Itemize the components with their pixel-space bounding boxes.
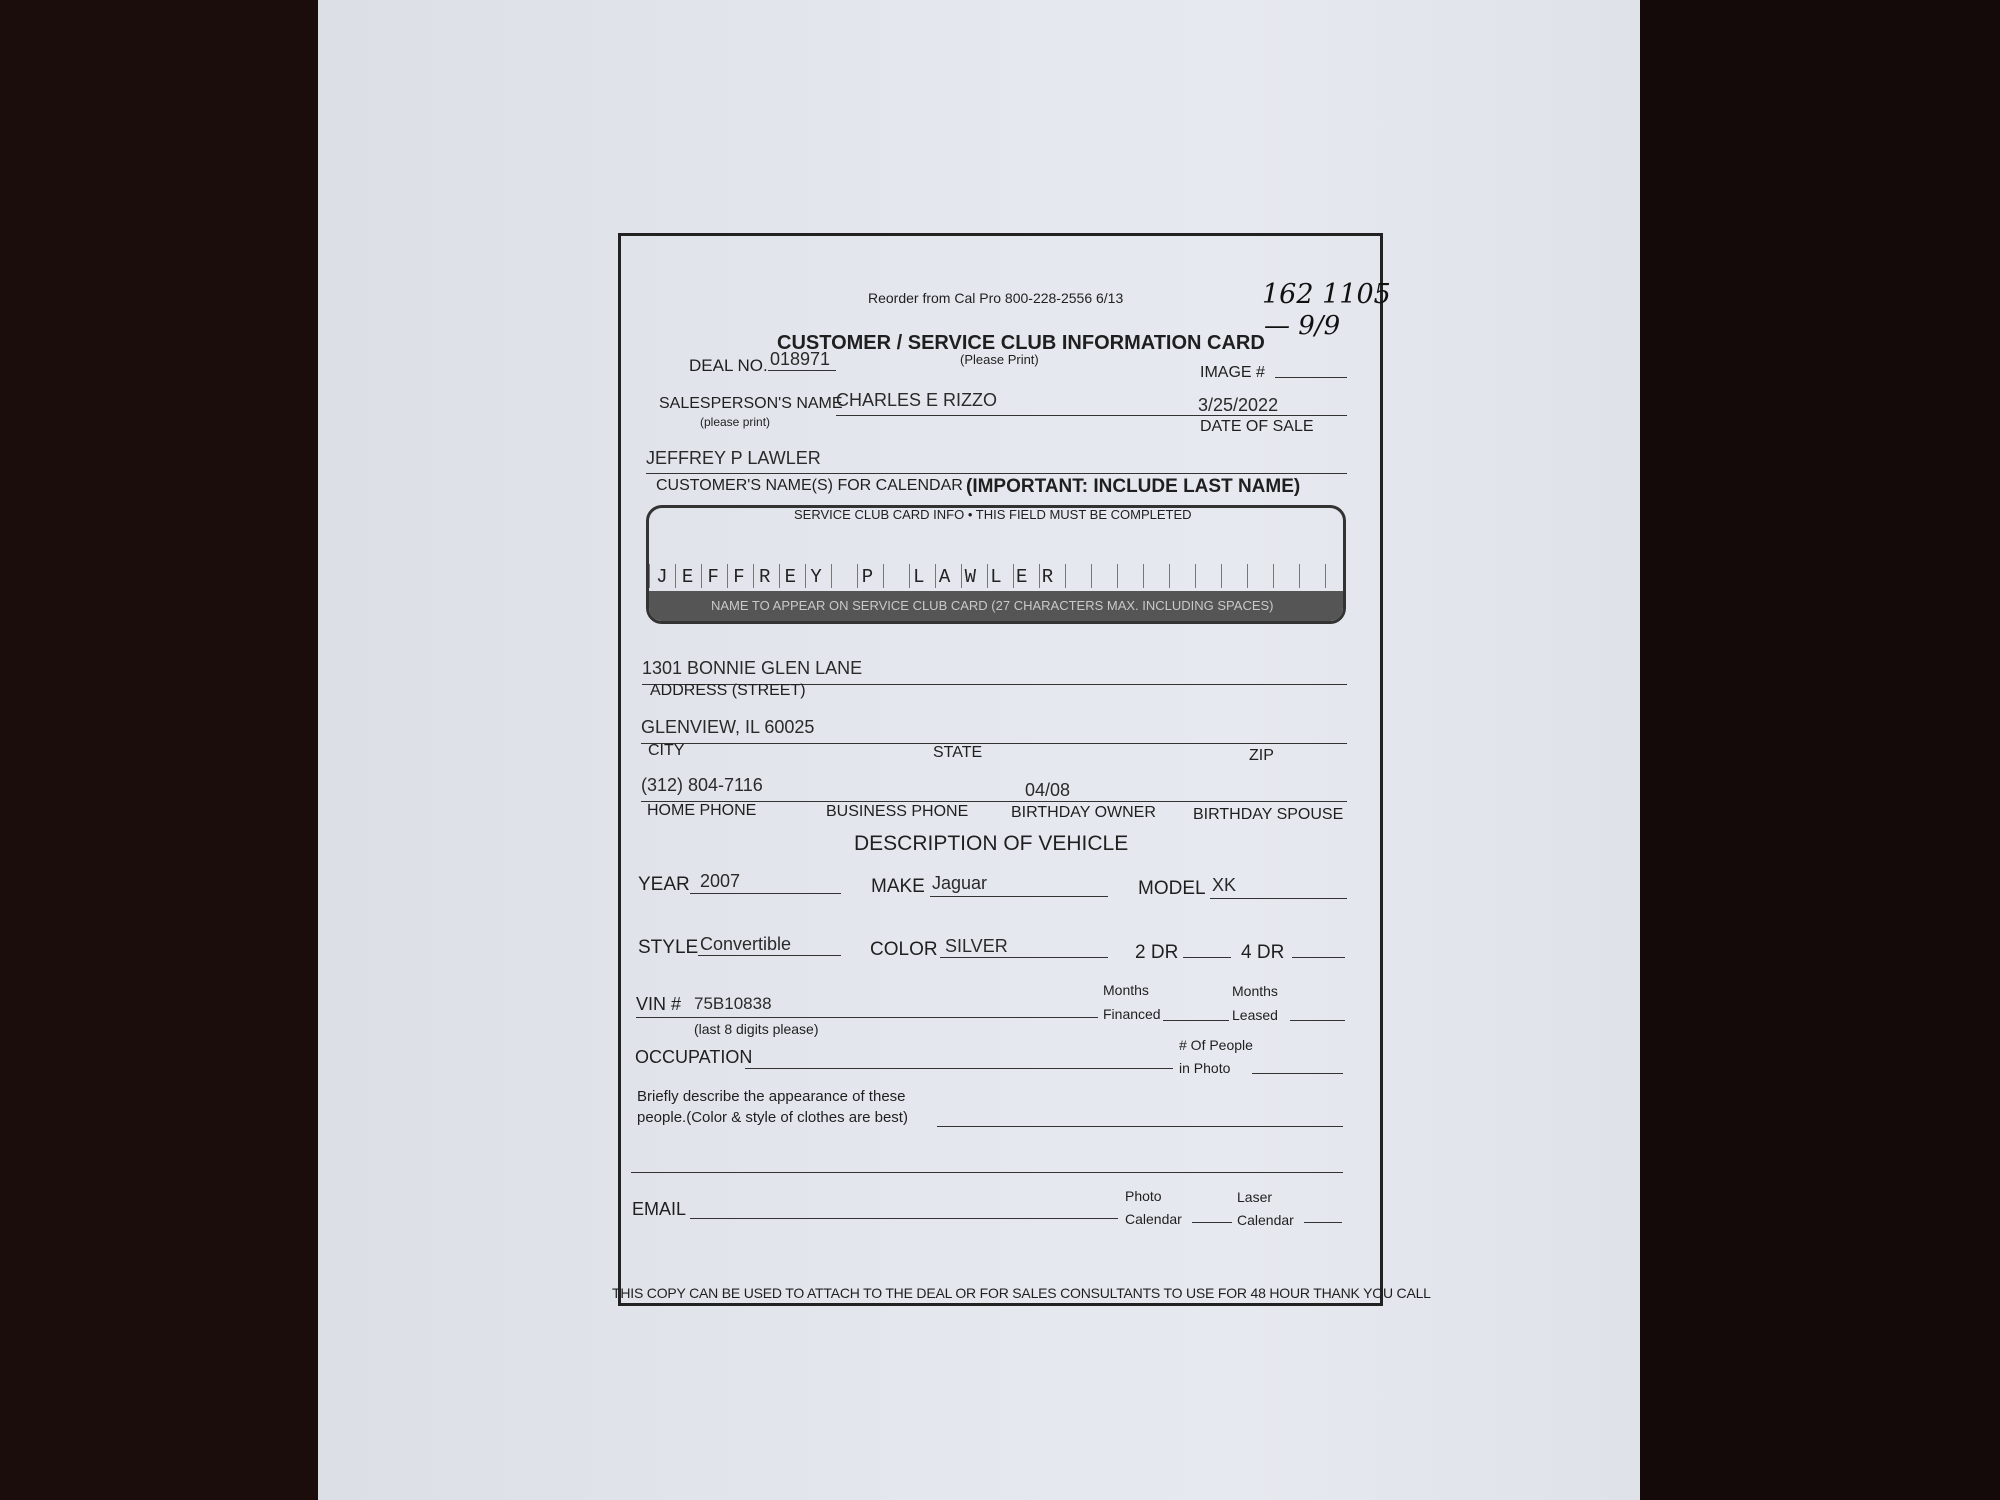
service-card-letter-divider	[779, 564, 780, 588]
year-label: YEAR	[638, 874, 690, 895]
service-card-letter	[1266, 566, 1292, 588]
deal-no-value: 018971	[770, 349, 831, 369]
business-phone-label: BUSINESS PHONE	[826, 803, 969, 820]
service-card-letter	[1240, 566, 1266, 588]
vin-note: (last 8 digits please)	[694, 1021, 819, 1037]
address-label: ADDRESS (STREET)	[650, 682, 806, 699]
vin-line	[636, 1017, 1098, 1018]
service-card-letter-divider	[1221, 564, 1222, 588]
image-number-label: IMAGE #	[1200, 364, 1265, 381]
financed-line	[1163, 1020, 1229, 1021]
color-line	[940, 957, 1108, 958]
service-card-letter	[1189, 566, 1215, 588]
model-line	[1210, 898, 1347, 899]
reorder-text: Reorder from Cal Pro 800-228-2556 6/13	[868, 290, 1124, 306]
home-phone-value: (312) 804-7116	[641, 775, 763, 795]
style-value: Convertible	[700, 934, 792, 954]
deal-no-label: DEAL NO.	[689, 356, 768, 375]
service-card-letter: J	[656, 566, 668, 588]
customer-name-label: CUSTOMER'S NAME(S) FOR CALENDAR	[656, 477, 963, 494]
service-card-letter: R	[758, 566, 771, 588]
service-card-letter	[1292, 566, 1318, 588]
service-card-letter-divider	[649, 564, 650, 588]
image-number-line	[1275, 377, 1347, 378]
service-card-letter: W	[964, 566, 976, 588]
service-card-letter-divider	[909, 564, 910, 588]
state-label: STATE	[933, 744, 983, 761]
date-of-sale-label: DATE OF SALE	[1200, 418, 1314, 435]
service-card-letter	[1163, 566, 1189, 588]
email-line	[690, 1218, 1118, 1219]
months-financed-label-1: Months	[1103, 982, 1149, 998]
service-card-letter: F	[733, 566, 745, 588]
email-label: EMAIL	[632, 1199, 687, 1219]
color-label: COLOR	[870, 939, 938, 960]
style-label: STYLE	[638, 937, 699, 958]
describe-label-2: people.(Color & style of clothes are best)	[637, 1109, 908, 1126]
home-phone-label: HOME PHONE	[647, 802, 757, 819]
handwritten-date: — 9/9	[1264, 311, 1341, 341]
vehicle-heading: DESCRIPTION OF VEHICLE	[854, 832, 1129, 855]
service-card-letter-divider	[727, 564, 728, 588]
service-card-footer-text: NAME TO APPEAR ON SERVICE CLUB CARD (27 CHARACTERS MAX. INCLUDING SPACES)	[711, 598, 1274, 613]
service-card-letter-divider	[701, 564, 702, 588]
salesperson-line	[836, 415, 1347, 416]
two-door-label: 2 DR	[1135, 942, 1179, 963]
photo-calendar-label-2: Calendar	[1125, 1211, 1182, 1227]
photo-calendar-label-1: Photo	[1125, 1188, 1162, 1204]
laser-calendar-label-2: Calendar	[1237, 1212, 1294, 1228]
city-value: GLENVIEW, IL 60025	[641, 717, 815, 737]
date-of-sale-value: 3/25/2022	[1198, 395, 1279, 415]
service-card-letter-divider	[1091, 564, 1092, 588]
service-card-letter: A	[938, 566, 951, 588]
four-door-label: 4 DR	[1241, 942, 1285, 963]
form-footer-note: THIS COPY CAN BE USED TO ATTACH TO THE DEAL OR FOR SALES CONSULTANTS TO USE FOR 48 HOUR THANK YOU CALL	[612, 1285, 1431, 1301]
service-card-letter-divider	[987, 564, 988, 588]
describe-line-2	[631, 1172, 1343, 1173]
service-card-letter: E	[681, 566, 694, 588]
laser-calendar-line	[1304, 1222, 1342, 1223]
service-card-letter-divider	[857, 564, 858, 588]
service-card-letter	[1086, 566, 1112, 588]
form-border	[618, 233, 1383, 1306]
birthday-owner-label: BIRTHDAY OWNER	[1011, 804, 1156, 821]
months-financed-label-2: Financed	[1103, 1006, 1161, 1022]
vin-label: VIN #	[636, 994, 682, 1014]
people-in-photo-line	[1252, 1073, 1343, 1074]
months-leased-label-2: Leased	[1232, 1007, 1278, 1023]
service-card-letter-divider	[831, 564, 832, 588]
color-value: SILVER	[945, 936, 1008, 956]
service-card-header: SERVICE CLUB CARD INFO • THIS FIELD MUST BE COMPLETED	[794, 507, 1192, 522]
service-card-letter: Y	[810, 566, 822, 588]
people-in-photo-label-1: # Of People	[1179, 1037, 1253, 1053]
vin-value: 75B10838	[694, 994, 772, 1013]
service-card-letter	[1317, 566, 1343, 588]
service-card-letter-divider	[1247, 564, 1248, 588]
form-title: CUSTOMER / SERVICE CLUB INFORMATION CARD	[777, 332, 1265, 354]
four-door-line	[1292, 957, 1345, 958]
handwritten-number: 162 1105	[1262, 279, 1391, 310]
service-card-letter: R	[1041, 566, 1054, 588]
make-line	[930, 896, 1108, 897]
service-card-letter: F	[707, 566, 719, 588]
service-card-letter-divider	[1117, 564, 1118, 588]
background-dark-right	[1630, 0, 2000, 1500]
salesperson-value: CHARLES E RIZZO	[836, 390, 998, 410]
occupation-label: OCCUPATION	[635, 1047, 753, 1067]
customer-name-value: JEFFREY P LAWLER	[646, 448, 821, 468]
service-card-letter: E	[784, 566, 797, 588]
customer-name-line	[646, 473, 1347, 474]
city-label: CITY	[648, 742, 685, 759]
two-door-line	[1183, 957, 1231, 958]
describe-label-1: Briefly describe the appearance of these	[637, 1088, 906, 1105]
service-card-letter	[1214, 566, 1240, 588]
service-card-footer-strip	[649, 591, 1343, 621]
service-card-letter-divider	[1273, 564, 1274, 588]
style-line	[698, 955, 841, 956]
service-card-letter-divider	[1039, 564, 1040, 588]
make-label: MAKE	[871, 876, 925, 897]
service-card-letter-divider	[883, 564, 884, 588]
zip-label: ZIP	[1249, 747, 1274, 764]
birthday-owner-value: 04/08	[1025, 780, 1071, 800]
months-leased-label-1: Months	[1232, 983, 1278, 999]
service-card-letter	[829, 566, 855, 588]
city-line	[641, 743, 1347, 744]
service-card-letter-divider	[1195, 564, 1196, 588]
leased-line	[1290, 1020, 1345, 1021]
service-card-letter: E	[1015, 566, 1028, 588]
important-note: (IMPORTANT: INCLUDE LAST NAME)	[966, 476, 1301, 497]
service-card-letter-divider	[753, 564, 754, 588]
service-card-letter	[880, 566, 906, 588]
service-club-card-box	[646, 505, 1346, 624]
service-card-letter-divider	[1143, 564, 1144, 588]
service-card-letter	[1137, 566, 1163, 588]
make-value: Jaguar	[932, 873, 988, 893]
occupation-line	[745, 1068, 1173, 1069]
service-card-letter-divider	[1299, 564, 1300, 588]
service-card-letter-divider	[1169, 564, 1170, 588]
laser-calendar-label-1: Laser	[1237, 1189, 1273, 1205]
model-label: MODEL	[1138, 878, 1206, 899]
address-value: 1301 BONNIE GLEN LANE	[642, 658, 863, 678]
service-card-letter-divider	[1013, 564, 1014, 588]
photo-calendar-line	[1192, 1222, 1232, 1223]
service-card-letter-divider	[805, 564, 806, 588]
model-value: XK	[1212, 875, 1237, 895]
service-card-letter: L	[990, 566, 1002, 588]
service-card-letter: L	[913, 566, 925, 588]
service-card-letter: P	[861, 566, 874, 588]
birthday-spouse-label: BIRTHDAY SPOUSE	[1193, 806, 1344, 823]
service-card-letter-divider	[935, 564, 936, 588]
deal-no-line	[768, 370, 836, 371]
please-print-note: (Please Print)	[960, 352, 1039, 367]
service-card-letter-divider	[1325, 564, 1326, 588]
service-card-letter-divider	[675, 564, 676, 588]
service-card-letter-divider	[1065, 564, 1066, 588]
salesperson-sub-label: (please print)	[700, 415, 771, 429]
year-line	[690, 893, 841, 894]
people-in-photo-label-2: in Photo	[1179, 1060, 1231, 1076]
year-value: 2007	[700, 871, 741, 891]
salesperson-label: SALESPERSON'S NAME	[659, 395, 843, 412]
service-card-letter	[1112, 566, 1138, 588]
describe-line-1	[937, 1126, 1343, 1127]
service-card-letter-divider	[961, 564, 962, 588]
